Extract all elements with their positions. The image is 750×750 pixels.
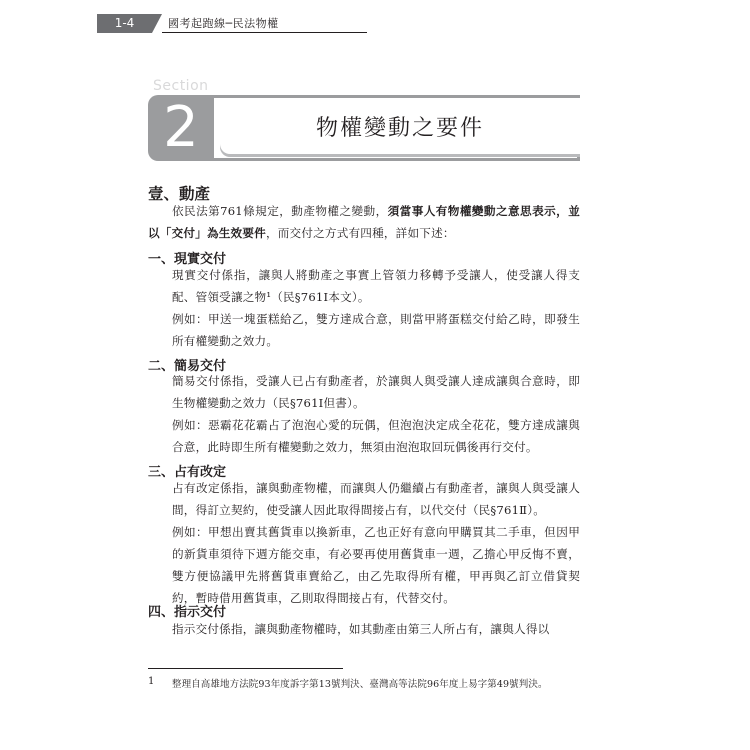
intro-text-b: 須當事人有物權變動之意思表示，並以「交付」為生效要件	[148, 204, 580, 240]
subheading-constructive-possession: 三、占有改定	[148, 465, 227, 480]
chapter-number: 1-4	[114, 16, 135, 30]
intro-text-c: ，而交付之方式有四種，詳如下述：	[265, 226, 455, 240]
footnote-rule	[148, 668, 343, 669]
paragraph-actual-delivery-example: 例如：甲送一塊蛋糕給乙，雙方達成合意，則當甲將蛋糕交付給乙時，即發生所有權變動之效力。	[172, 312, 580, 348]
section-number-box	[148, 95, 214, 161]
book-title: 國考起跑線─民法物權	[168, 17, 279, 30]
header-chapter-tab	[97, 14, 152, 33]
section-number: 2	[163, 95, 199, 160]
section-title: 物權變動之要件	[315, 115, 484, 141]
subheading-simple-delivery: 二、簡易交付	[148, 359, 227, 374]
paragraph-simple-delivery-definition: 簡易交付係指，受讓人已占有動產者，於讓與人與受讓人達成讓與合意時，即生物權變動之效力（民§761Ⅰ但書）。	[172, 374, 580, 410]
intro-text-a: 依民法第761條規定，動產物權之變動，	[172, 204, 388, 218]
footnote-number: 1	[148, 676, 155, 687]
paragraph-constructive-possession-example: 例如：甲想出賣其舊貨車以換新車，乙也正好有意向甲購買其二手車，但因甲的新貨車須待下週方能交車，有必要再使用舊貨車一週，乙擔心甲反悔不賣，雙方便協議甲先將舊貨車賣給乙，由乙先取得所有權，甲再與乙訂立借貸契約，暫時借用舊貨車，乙則取得間接占有，代替交付。	[172, 525, 580, 605]
subheading-actual-delivery: 一、現實交付	[148, 252, 227, 267]
paragraph-simple-delivery-example: 例如：惡霸花花霸占了泡泡心愛的玩偶，但泡泡決定成全花花，雙方達成讓與合意，此時即生所有權變動之效力，無須由泡泡取回玩偶後再行交付。	[172, 418, 580, 454]
paragraph-indicated-delivery-definition: 指示交付係指，讓與動產物權時，如其動產由第三人所占有，讓與人得以	[172, 622, 550, 636]
heading-movables: 壹、動產	[148, 185, 211, 203]
intro-paragraph	[148, 200, 580, 244]
paragraph-actual-delivery-definition: 現實交付係指，讓與人將動產之事實上管領力移轉予受讓人，使受讓人得支配、管領受讓之物¹（民§761Ⅰ本文）。	[172, 268, 580, 304]
footnote-text: 整理自高雄地方法院93年度訴字第13號判決、臺灣高等法院96年度上易字第49號判決。	[172, 679, 548, 690]
header-tab-notch	[152, 14, 162, 33]
section-title-box	[220, 98, 580, 154]
subheading-indicated-delivery: 四、指示交付	[148, 605, 227, 620]
paragraph-constructive-possession-definition: 占有改定係指，讓與動產物權，而讓與人仍繼續占有動產者，讓與人與受讓人間，得訂立契約，使受讓人因此取得間接占有，以代交付（民§761Ⅱ）。	[172, 481, 580, 517]
header-rule	[162, 32, 367, 33]
section-label: Section	[153, 78, 209, 94]
